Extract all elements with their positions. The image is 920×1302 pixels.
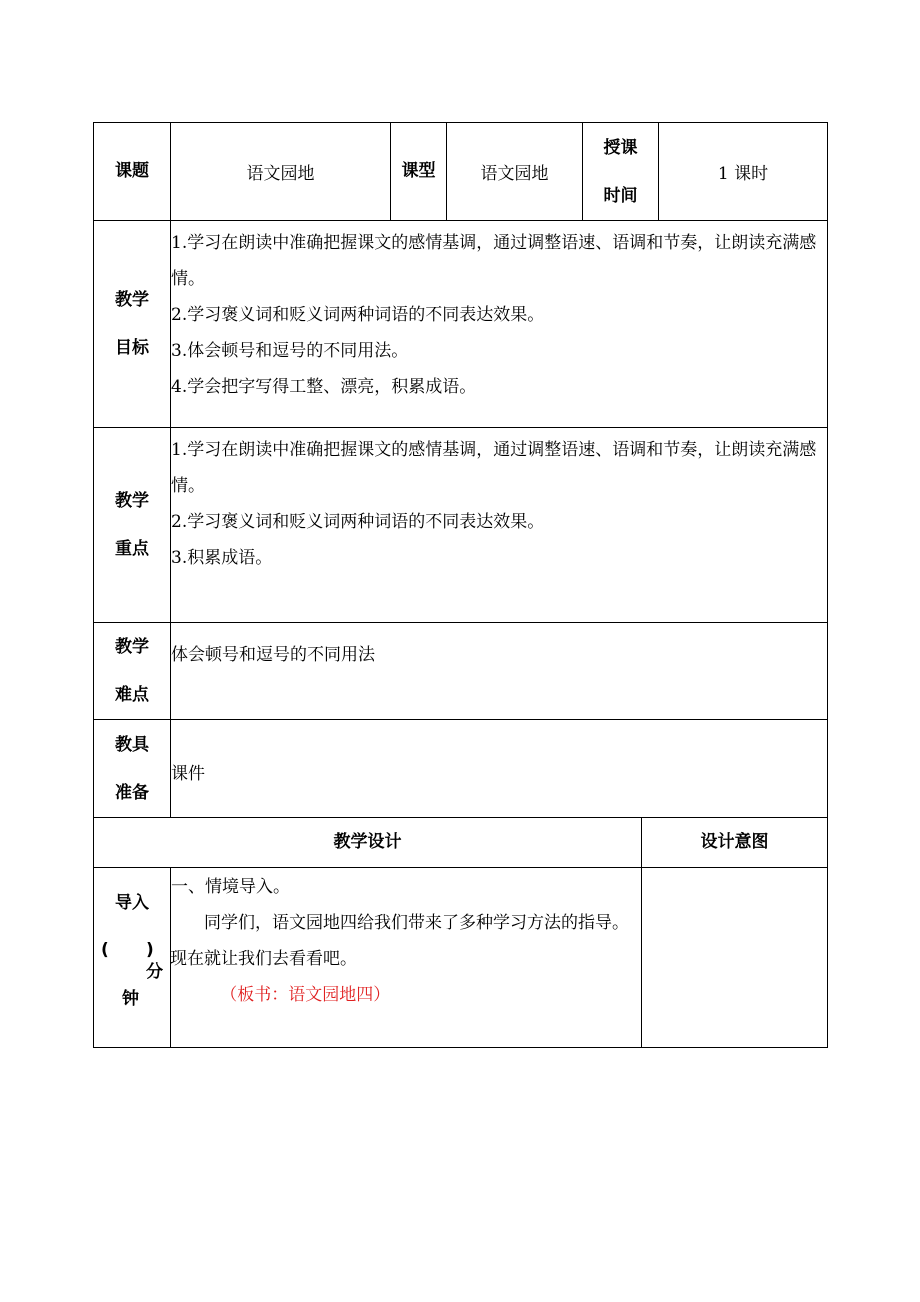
- type-label: 课型: [401, 161, 436, 181]
- time-label-cell: [582, 122, 659, 221]
- design-header-left: [93, 817, 642, 868]
- intro-paragraph: 同学们，语文园地四给我们带来了多种学习方法的指导。现在就让我们去看看吧。: [170, 913, 629, 969]
- tools-content-cell: [170, 719, 828, 818]
- difficulty-label-cell: [93, 622, 171, 720]
- intro-label-line3: 钟: [122, 989, 139, 1009]
- intro-heading: 一、情境导入。: [171, 877, 290, 897]
- type-value-cell: [446, 122, 583, 221]
- goals-label-cell: [93, 220, 171, 428]
- goals-item-3: 3.体会顿号和逗号的不同用法。: [171, 341, 409, 361]
- intro-label-minutes: )分: [146, 940, 163, 982]
- tools-label-cell: [93, 719, 171, 818]
- intro-intent-cell: [641, 867, 828, 1048]
- intro-label-cell: [93, 867, 171, 1048]
- focus-item-1: 1.学习在朗读中准确把握课文的感情基调，通过调整语速、语调和节奏，让朗读充满感情。: [171, 440, 817, 496]
- title-value: 语文园地: [246, 164, 315, 184]
- time-label-line2: 时间: [603, 185, 638, 206]
- goals-label-line2: 目标: [115, 338, 149, 358]
- intro-content-cell: [170, 867, 642, 1048]
- intro-label-paren-open: (: [101, 940, 109, 960]
- title-label-cell: [93, 122, 171, 221]
- tools-text: 课件: [171, 764, 205, 784]
- intent-header-label: 设计意图: [700, 832, 769, 852]
- tools-label-line1: 教具: [115, 734, 149, 755]
- time-label-line1: 授课: [603, 137, 638, 158]
- focus-label-line1: 教学: [115, 491, 149, 511]
- time-value-cell: [658, 122, 828, 221]
- title-label: 课题: [115, 161, 149, 181]
- difficulty-text: 体会顿号和逗号的不同用法: [171, 645, 375, 665]
- design-header-label: 教学设计: [333, 832, 402, 852]
- focus-label-cell: [93, 427, 171, 623]
- difficulty-label-line2: 难点: [115, 685, 149, 705]
- goals-item-2: 2.学习褒义词和贬义词两种词语的不同表达效果。: [171, 305, 545, 325]
- design-header-right: [641, 817, 828, 868]
- intro-label-line1: 导入: [115, 893, 149, 913]
- intro-board-note: （板书：语文园地四）: [220, 985, 391, 1005]
- difficulty-content-cell: [170, 622, 828, 720]
- type-value: 语文园地: [480, 164, 549, 184]
- focus-content-cell: [170, 427, 828, 623]
- title-value-cell: [170, 122, 391, 221]
- goals-item-4: 4.学会把字写得工整、漂亮，积累成语。: [171, 377, 477, 397]
- focus-label-line2: 重点: [115, 539, 149, 559]
- type-label-cell: [390, 122, 447, 221]
- goals-item-1: 1.学习在朗读中准确把握课文的感情基调，通过调整语速、语调和节奏，让朗读充满感情。: [171, 233, 817, 289]
- focus-item-3: 3.积累成语。: [171, 548, 273, 568]
- focus-item-2: 2.学习褒义词和贬义词两种词语的不同表达效果。: [171, 512, 545, 532]
- difficulty-label-line1: 教学: [115, 637, 149, 657]
- tools-label-line2: 准备: [115, 782, 149, 803]
- goals-content-cell: [170, 220, 828, 428]
- time-value: 1 课时: [717, 164, 769, 184]
- goals-label-line1: 教学: [115, 290, 149, 310]
